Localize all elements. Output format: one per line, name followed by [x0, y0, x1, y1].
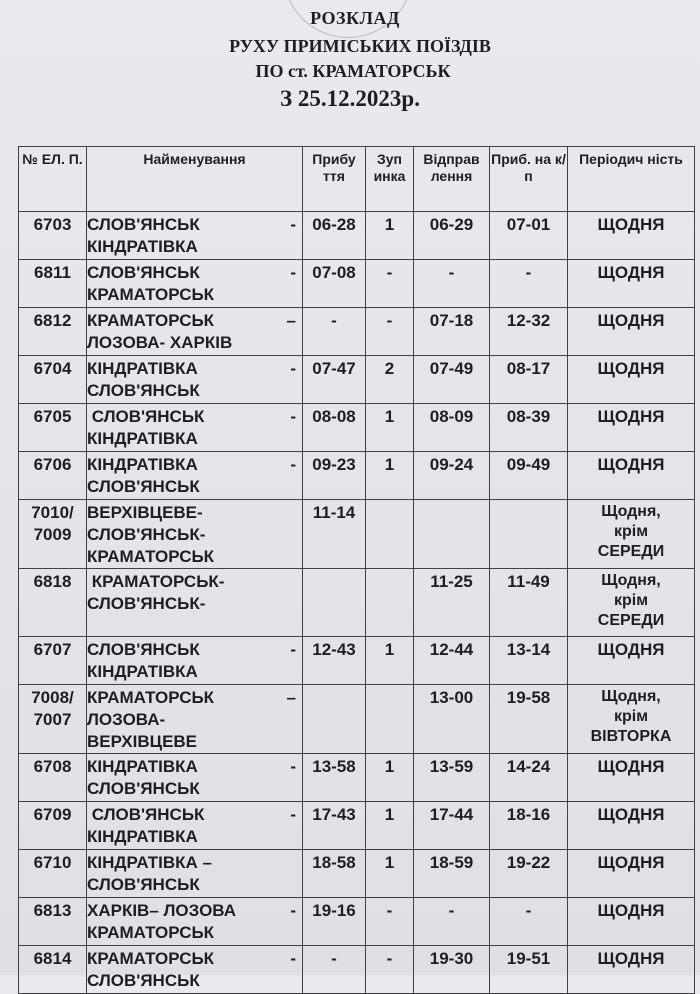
- col-header-number: № ЕЛ. П.: [19, 147, 87, 212]
- schedule-row: [19, 685, 695, 754]
- arrival-time: 12-43: [303, 637, 366, 685]
- departure-time: 06-29: [414, 212, 490, 260]
- arrival-final-time: 12-32: [490, 308, 568, 356]
- route-name-line: СЛОВ'ЯНСЬК: [87, 477, 200, 496]
- route-name-line: СЛОВ'ЯНСЬК: [87, 263, 200, 282]
- frequency-line: крім: [613, 592, 649, 609]
- departure-time: 08-09: [414, 404, 490, 452]
- frequency-line: ЩОДНЯ: [597, 805, 665, 824]
- station-line: ПО ст. КРАМАТОРСЬК: [255, 61, 451, 81]
- arrival-time: 13-58: [303, 754, 366, 802]
- frequency-line: ЩОДНЯ: [597, 853, 665, 872]
- arrival-time: 06-28: [303, 212, 366, 260]
- route-name-line: КРАМАТОРСЬК: [87, 311, 215, 330]
- frequency: [568, 754, 695, 802]
- schedule-row: [19, 212, 695, 260]
- route-name-line: ВЕРХІВЦЕВЕ: [87, 732, 198, 751]
- arrival-time: 17-43: [303, 802, 366, 850]
- stop-duration: 1: [366, 212, 414, 260]
- frequency: [568, 212, 695, 260]
- route-name: [87, 356, 303, 404]
- stop-duration: 1: [366, 802, 414, 850]
- schedule-row: [19, 898, 695, 946]
- train-number: [19, 356, 87, 404]
- route-name-line: СЛОВ'ЯНСЬК: [87, 971, 200, 990]
- frequency: [568, 356, 695, 404]
- route-name-line: ЛОЗОВА-: [87, 710, 166, 729]
- route-name: [87, 754, 303, 802]
- schedule-row: [19, 637, 695, 685]
- departure-time: 13-59: [414, 754, 490, 802]
- route-name: [87, 212, 303, 260]
- frequency-line: крім: [613, 708, 649, 725]
- train-number-line: 6814: [33, 949, 72, 968]
- arrival-final-time: 08-39: [490, 404, 568, 452]
- arrival-time: 07-08: [303, 260, 366, 308]
- frequency-line: ЩОДНЯ: [597, 359, 665, 378]
- stop-duration: 2: [366, 356, 414, 404]
- frequency: [568, 685, 695, 754]
- train-number-line: 6703: [33, 215, 72, 234]
- train-number-line: 6708: [33, 757, 72, 776]
- train-number-line: 7008/: [31, 688, 74, 707]
- route-name-line: КРАМАТОРСЬК: [87, 688, 215, 707]
- route-dash: -: [290, 757, 296, 776]
- arrival-final-time: 09-49: [490, 452, 568, 500]
- arrival-final-time: 14-24: [490, 754, 568, 802]
- stop-duration: 1: [366, 637, 414, 685]
- route-name: [87, 898, 303, 946]
- route-name: [87, 802, 303, 850]
- frequency-line: СЕРЕДИ: [597, 612, 665, 629]
- arrival-final-time: 08-17: [490, 356, 568, 404]
- departure-time: 11-25: [414, 569, 490, 637]
- effective-date: З 25.12.2023р.: [280, 86, 420, 111]
- departure-time: 19-30: [414, 946, 490, 994]
- schedule-row: [19, 850, 695, 898]
- train-number-line: 7009: [33, 525, 72, 544]
- col-header-frequency: Періодич ність: [568, 147, 695, 212]
- route-name-line: СЛОВ'ЯНСЬК-: [87, 525, 206, 544]
- arrival-final-time: -: [490, 260, 568, 308]
- train-number-line: 6812: [33, 311, 72, 330]
- departure-time: 18-59: [414, 850, 490, 898]
- frequency-line: ЩОДНЯ: [597, 311, 665, 330]
- route-name-line: СЛОВ'ЯНСЬК: [87, 381, 200, 400]
- frequency: [568, 802, 695, 850]
- schedule-row: [19, 308, 695, 356]
- route-name-line: КІНДРАТІВКА –: [87, 853, 212, 872]
- route-dash: –: [286, 311, 296, 330]
- route-name-line: СЛОВ'ЯНСЬК-: [87, 594, 206, 613]
- train-number: [19, 569, 87, 637]
- stop-duration: -: [366, 308, 414, 356]
- route-name: [87, 452, 303, 500]
- train-number-line: 7007: [33, 710, 72, 729]
- arrival-time: 07-47: [303, 356, 366, 404]
- frequency-line: Щодня,: [601, 572, 661, 589]
- col-header-arrival-end: Приб. на к/п: [490, 147, 568, 212]
- col-header-name: Найменування: [87, 147, 303, 212]
- train-number: [19, 212, 87, 260]
- departure-time: 12-44: [414, 637, 490, 685]
- frequency-line: ЩОДНЯ: [597, 901, 665, 920]
- route-name-line: ВЕРХІВЦЕВЕ-: [87, 503, 203, 522]
- departure-time: 07-49: [414, 356, 490, 404]
- frequency-line: Щодня,: [601, 688, 661, 705]
- route-name-line: КІНДРАТІВКА: [87, 455, 198, 474]
- route-name-line: СЛОВ'ЯНСЬК: [87, 215, 200, 234]
- route-dash: –: [286, 688, 296, 707]
- route-name-line: ХАРКІВ– ЛОЗОВА: [87, 901, 237, 920]
- train-number: [19, 308, 87, 356]
- route-name-line: КІНДРАТІВКА: [87, 827, 198, 846]
- departure-time: -: [414, 260, 490, 308]
- arrival-time: 09-23: [303, 452, 366, 500]
- frequency: [568, 452, 695, 500]
- train-number-line: 6705: [33, 407, 72, 426]
- frequency: [568, 404, 695, 452]
- frequency-line: ВІВТОРКА: [590, 728, 672, 745]
- stop-duration: 1: [366, 404, 414, 452]
- route-name: [87, 260, 303, 308]
- frequency-line: ЩОДНЯ: [597, 757, 665, 776]
- schedule-row: [19, 404, 695, 452]
- route-name-line: КІНДРАТІВКА: [87, 429, 198, 448]
- schedule-table: [18, 146, 695, 994]
- route-dash: -: [290, 805, 296, 824]
- schedule-row: [19, 946, 695, 994]
- departure-time: 09-24: [414, 452, 490, 500]
- train-number-line: 6706: [33, 455, 72, 474]
- route-dash: -: [290, 215, 296, 234]
- train-number: [19, 637, 87, 685]
- departure-time: 13-00: [414, 685, 490, 754]
- departure-time: -: [414, 898, 490, 946]
- schedule-row: [19, 569, 695, 637]
- col-header-stop: Зуп инка: [366, 147, 414, 212]
- arrival-final-time: -: [490, 898, 568, 946]
- train-number: [19, 946, 87, 994]
- stop-duration: [366, 569, 414, 637]
- arrival-final-time: 18-16: [490, 802, 568, 850]
- route-name-line: КІНДРАТІВКА: [87, 359, 198, 378]
- stop-duration: [366, 500, 414, 569]
- frequency: [568, 569, 695, 637]
- arrival-final-time: 13-14: [490, 637, 568, 685]
- arrival-time: 08-08: [303, 404, 366, 452]
- arrival-time: -: [303, 308, 366, 356]
- train-number: [19, 850, 87, 898]
- route-name-line: КРАМАТОРСЬК: [87, 547, 215, 566]
- route-name-line: КРАМАТОРСЬК: [87, 923, 215, 942]
- route-dash: -: [290, 359, 296, 378]
- schedule-row: [19, 356, 695, 404]
- route-name-line: КІНДРАТІВКА: [87, 757, 198, 776]
- route-name: [87, 569, 303, 637]
- route-name-line: КІНДРАТІВКА: [87, 237, 198, 256]
- stop-duration: -: [366, 898, 414, 946]
- stop-duration: 1: [366, 754, 414, 802]
- arrival-time: [303, 569, 366, 637]
- arrival-final-time: 07-01: [490, 212, 568, 260]
- arrival-time: -: [303, 946, 366, 994]
- frequency: [568, 260, 695, 308]
- train-number-line: 7010/: [31, 503, 74, 522]
- train-number: [19, 500, 87, 569]
- route-name-line: ЛОЗОВА- ХАРКІВ: [87, 333, 233, 352]
- route-dash: -: [290, 901, 296, 920]
- arrival-time: 11-14: [303, 500, 366, 569]
- route-name-line: КРАМАТОРСЬК-: [87, 572, 225, 591]
- notice-subtitle: РУХУ ПРИМІСЬКИХ ПОЇЗДІВ: [229, 36, 491, 56]
- train-number-line: 6813: [33, 901, 72, 920]
- frequency-line: Щодня,: [601, 503, 661, 520]
- schedule-header-row: [19, 147, 695, 212]
- arrival-time: 18-58: [303, 850, 366, 898]
- train-number-line: 6707: [33, 640, 72, 659]
- frequency: [568, 850, 695, 898]
- departure-time: 17-44: [414, 802, 490, 850]
- frequency-line: ЩОДНЯ: [597, 949, 665, 968]
- frequency-line: ЩОДНЯ: [597, 215, 665, 234]
- route-name: [87, 946, 303, 994]
- route-name-line: КРАМАТОРСЬК: [87, 949, 215, 968]
- train-number: [19, 404, 87, 452]
- frequency-line: ЩОДНЯ: [597, 407, 665, 426]
- frequency: [568, 637, 695, 685]
- train-number-line: 6709: [33, 805, 72, 824]
- col-header-arrival: Прибу ття: [303, 147, 366, 212]
- schedule-row: [19, 260, 695, 308]
- frequency: [568, 308, 695, 356]
- col-header-departure: Відправ лення: [414, 147, 490, 212]
- route-name: [87, 308, 303, 356]
- route-dash: -: [290, 407, 296, 426]
- train-number: [19, 754, 87, 802]
- notice-title: РОЗКЛАД: [310, 8, 400, 28]
- arrival-final-time: 19-51: [490, 946, 568, 994]
- stop-duration: -: [366, 260, 414, 308]
- stop-duration: [366, 685, 414, 754]
- train-number: [19, 685, 87, 754]
- arrival-final-time: 19-58: [490, 685, 568, 754]
- route-name-line: СЛОВ'ЯНСЬК: [87, 875, 200, 894]
- route-name-line: КРАМАТОРСЬК: [87, 285, 215, 304]
- route-name: [87, 500, 303, 569]
- route-dash: -: [290, 263, 296, 282]
- stop-duration: 1: [366, 452, 414, 500]
- arrival-final-time: 19-22: [490, 850, 568, 898]
- stop-duration: -: [366, 946, 414, 994]
- route-name-line: СЛОВ'ЯНСЬК: [87, 640, 200, 659]
- route-dash: -: [290, 640, 296, 659]
- arrival-time: 19-16: [303, 898, 366, 946]
- departure-time: [414, 500, 490, 569]
- schedule-row: [19, 500, 695, 569]
- schedule-row: [19, 452, 695, 500]
- train-number-line: 6818: [33, 572, 72, 591]
- frequency: [568, 898, 695, 946]
- frequency-line: ЩОДНЯ: [597, 455, 665, 474]
- schedule-row: [19, 802, 695, 850]
- train-number-line: 6811: [34, 263, 71, 282]
- schedule-row: [19, 754, 695, 802]
- train-number-line: 6710: [33, 853, 72, 872]
- route-name: [87, 637, 303, 685]
- frequency-line: СЕРЕДИ: [597, 543, 665, 560]
- train-number: [19, 898, 87, 946]
- arrival-final-time: 11-49: [490, 569, 568, 637]
- train-number: [19, 802, 87, 850]
- frequency-line: ЩОДНЯ: [597, 640, 665, 659]
- route-name-line: КІНДРАТІВКА: [87, 662, 198, 681]
- stop-duration: 1: [366, 850, 414, 898]
- frequency-line: ЩОДНЯ: [597, 263, 665, 282]
- route-name: [87, 404, 303, 452]
- route-name-line: СЛОВ'ЯНСЬК: [87, 407, 205, 426]
- arrival-time: [303, 685, 366, 754]
- route-name-line: СЛОВ'ЯНСЬК: [87, 779, 200, 798]
- route-name: [87, 685, 303, 754]
- route-dash: -: [290, 455, 296, 474]
- train-number: [19, 452, 87, 500]
- departure-time: 07-18: [414, 308, 490, 356]
- train-number-line: 6704: [33, 359, 72, 378]
- frequency: [568, 500, 695, 569]
- frequency-line: крім: [613, 523, 649, 540]
- train-number: [19, 260, 87, 308]
- route-name: [87, 850, 303, 898]
- route-dash: -: [290, 949, 296, 968]
- arrival-final-time: [490, 500, 568, 569]
- frequency: [568, 946, 695, 994]
- route-name-line: СЛОВ'ЯНСЬК: [87, 805, 205, 824]
